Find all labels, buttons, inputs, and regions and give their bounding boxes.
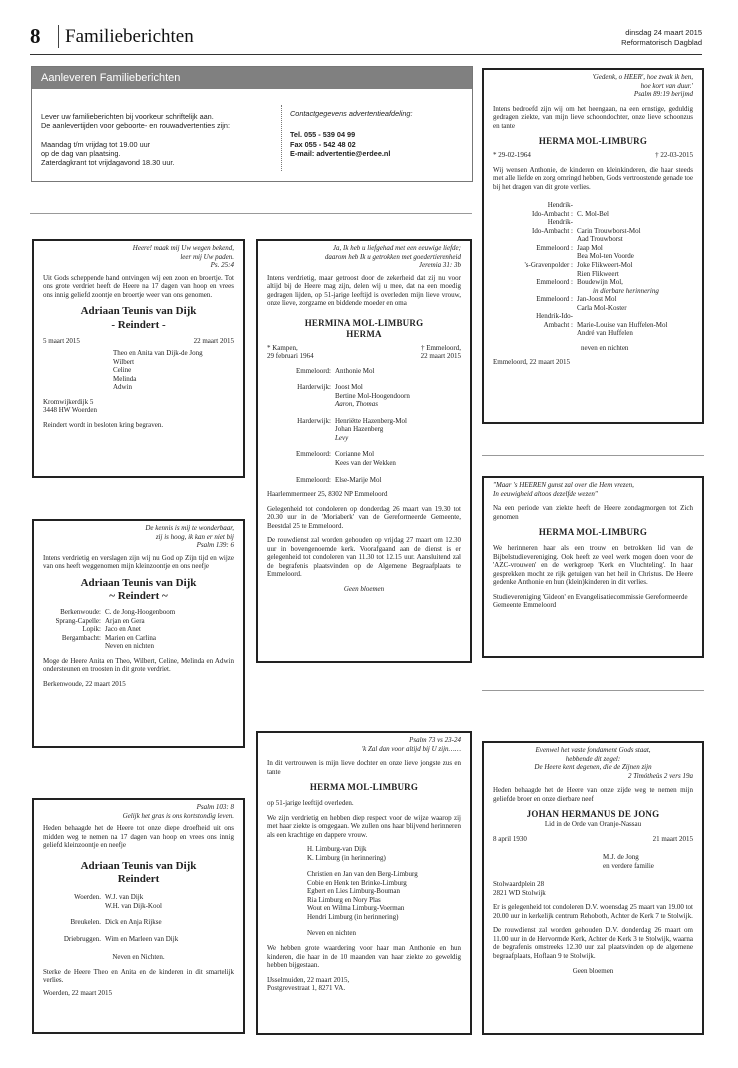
deceased-name: HERMINA MOL-LIMBURG bbox=[304, 317, 424, 328]
notice-body: Na een periode van ziekte heeft de Heere zondagmorgen tot Zich genomen bbox=[493, 504, 693, 521]
death-date: 22 maart 2015 bbox=[193, 336, 234, 345]
family-list: M.J. de Jong en verdere familie bbox=[603, 853, 654, 870]
death-notice-adriaan-1 bbox=[32, 239, 245, 478]
notice-reference: Psalm 103: 8 bbox=[196, 803, 234, 811]
notice-address: Kromwijkerdijk 5 3448 HW Woerden bbox=[43, 397, 98, 415]
death-notice-hermina bbox=[256, 239, 472, 663]
info-line: op de dag van plaatsing. bbox=[41, 148, 121, 158]
notice-address: Haarlemmermeer 25, 8302 NP Emmeloord bbox=[267, 490, 388, 499]
family-list: Theo en Anita van Dijk-de Jong Wilbert Celine Melinda Adwin bbox=[113, 349, 203, 392]
info-instructions bbox=[41, 112, 281, 168]
header-rule bbox=[30, 54, 702, 55]
notice-quote: 'k Zal dan voor altijd bij U zijn…… bbox=[361, 744, 461, 753]
birth-date: * 29-02-1964 bbox=[493, 151, 531, 160]
birth-date: 5 maart 2015 bbox=[43, 336, 80, 345]
notice-reference: Psalm 89:19 berijmd bbox=[633, 90, 693, 99]
flowers-note: Geen bloemen bbox=[572, 966, 614, 975]
family-list: H. Limburg-van Dijk K. Limburg (in herinnering) Christien en Jan van den Berg-Limburg Cobie en Henk ten Brinke-Limburg Egbert en Lies Limburg-Bouman Ria Limburg en Nory Plas Wout en Wilma Limburg-Voerman Hendri Limburg (in herinnering) Neven en nichten bbox=[307, 845, 418, 938]
death-date: 21 maart 2015 bbox=[652, 834, 693, 843]
notice-dates bbox=[493, 151, 693, 160]
notice-quote: Evenwel het vaste fondament Gods staat, hebbende dit zegel: De Heere kent degenen, die de Zijnen zijn bbox=[534, 746, 652, 772]
header-paper: Reformatorisch Dagblad bbox=[621, 38, 702, 48]
notice-thanks: We hebben grote waardering voor haar man Anthonie en hun kinderen, die haar in de 10 maanden van haar ziekte zo geweldig hebben bijgestaan. bbox=[267, 944, 461, 970]
notice-quote: "Maar 's HEEREN gunst zal over die Hem vrezen, In eeuwigheid altoos dezelfde wezen" bbox=[493, 481, 634, 498]
notice-place-date: Woerden, 22 maart 2015 bbox=[43, 988, 113, 997]
notice-footer: Reindert wordt in besloten kring begraven. bbox=[43, 420, 164, 429]
deceased-nickname: Reindert bbox=[117, 873, 160, 886]
deceased-name: HERMA MOL-LIMBURG bbox=[309, 782, 419, 793]
notice-dates bbox=[493, 835, 693, 844]
birth-info: * Kampen, 29 februari 1964 bbox=[267, 343, 314, 361]
deceased-name: HERMA MOL-LIMBURG bbox=[538, 527, 648, 538]
family-table: Woerden. W.J. van Dijk W.H. van Dijk-Kool Breukelen. Dick en Anja Rijkse Driebruggen. Wim en Marleen van Dijk bbox=[63, 893, 179, 943]
deceased-nickname: HERMA bbox=[346, 328, 382, 339]
page-number: 8 bbox=[30, 24, 41, 48]
flowers-note: Geen bloemen bbox=[343, 584, 385, 593]
notice-reference: Psalm 139: 6 bbox=[196, 541, 234, 550]
notice-place: IJsselmuiden, 22 maart 2015, Postgrevestraat 1, 8271 VA. bbox=[267, 975, 350, 993]
notice-quote: Ja, Ik heb u liefgehad met een eeuwige liefde; daarom heb Ik u getrokken met goedertierenheid bbox=[324, 244, 461, 261]
deceased-name: Adriaan Teunis van Dijk bbox=[80, 576, 197, 589]
column-divider bbox=[482, 455, 704, 456]
notice-body-2: We zijn verdrietig en hebben diep respect voor de wijze waarop zij met haar ziekte is omgegaan. We zullen ons haar blijvend herinneren als een krachtige en dappere vrouw. bbox=[267, 813, 461, 839]
notice-address: Stolwaardplein 28 2821 WD Stolwijk bbox=[493, 880, 546, 897]
deceased-name: Adriaan Teunis van Dijk bbox=[80, 859, 197, 872]
notice-reference: Ps. 25:4 bbox=[210, 261, 234, 270]
deceased-name: Adriaan Teunis van Dijk bbox=[80, 305, 197, 318]
info-heading: Aanleveren Familieberichten bbox=[32, 67, 472, 89]
deceased-name: JOHAN HERMANUS DE JONG bbox=[526, 809, 660, 820]
service-info: De rouwdienst zal worden gehouden D.V. donderdag 26 maart om 11.00 uur in de Hervormde Kerk, Achter de Kerk 3 te Stolwijk, waarna de begrafenis omstreeks 12.30 uur zal plaatsvinden op de algemene begraafplaats, Hoflaan 9 te Stolwijk. bbox=[493, 926, 693, 960]
info-line: Lever uw familieberichten bij voorkeur schriftelijk aan. bbox=[41, 112, 214, 121]
death-notice-herma-family bbox=[256, 731, 472, 1035]
notice-place-date: Emmeloord, 22 maart 2015 bbox=[493, 358, 570, 367]
contact-tel: Tel. 055 - 539 04 99 bbox=[290, 130, 356, 140]
death-notice-johan bbox=[482, 741, 704, 1035]
family-table: Emmeloord: Anthonie Mol Harderwijk: Joost Mol Bertine Mol-Hoogendoorn Aaron, Thomas Harderwijk: Henriëtte Hazenberg-Mol Johan Hazenberg Levy Emmeloord: Corianne Mol Kees van der Wekken Emmeloord: Else-Marije Mol bbox=[296, 366, 410, 484]
info-line: Zaterdagkrant tot vrijdagavond 18.30 uur. bbox=[41, 158, 175, 168]
notice-body: Uit Gods scheppende hand ontvingen wij een zoon en broertje. Tot ons grote verdriet heeft de Heere na 17 dagen van hoop en vrees ons innig geliefd zoontje en broertje weer van ons genomen. bbox=[43, 273, 234, 299]
notice-quote: Heere! maak mij Uw wegen bekend, leer mij Uw paden. bbox=[132, 244, 234, 261]
notice-body: Intens bedroefd zijn wij om het heengaan, na een ernstige, geduldig gedragen ziekte, van mijn lieve schoondochter, onze lieve schoonzus en tante bbox=[493, 104, 693, 130]
condolence-info: Er is gelegenheid tot condoleren D.V. woensdag 25 maart van 19.00 tot 20.00 uur in kerkelijk centrum Rehoboth, Achter de Kerk 7 te Stolwijk. bbox=[493, 903, 693, 920]
deceased-nickname: - Reindert - bbox=[111, 318, 166, 331]
notice-quote: 'Gedenk, o HEER', hoe zwak ik ben, hoe kort van duur.' bbox=[592, 73, 693, 90]
notice-body: Intens verdrietig, maar getroost door de zekerheid dat zij nu voor altijd bij de Heere mag zijn, delen wij u mee, dat na een moedig gedragen lijden, op 51-jarige leeftijd is overleden mijn lieve vrouw, onze lieve, zorgzame en biddende moeder en oma bbox=[267, 273, 461, 308]
death-info: † Emmeloord, 22 maart 2015 bbox=[420, 343, 461, 361]
deceased-honor: Lid in de Orde van Oranje-Nassau bbox=[544, 820, 642, 829]
column-divider bbox=[30, 213, 472, 214]
notice-signature: Studievereniging 'Gideon' en Evangelisatiecommissie Gereformeerde Gemeente Emmeloord bbox=[493, 592, 688, 610]
notice-body: Heden behaagde het de Heere tot onze diepe droefheid uit ons midden weg te nemen na 17 dagen van hoop en vrees ons innig geliefd kleinzoontje en neefje bbox=[43, 824, 234, 850]
notice-quote: De kennis is mij te wonderbaar, zij is hoog, ik kan er niet bij bbox=[145, 524, 234, 541]
notice-body: In dit vertrouwen is mijn lieve dochter en onze lieve jongste zus en tante bbox=[267, 759, 461, 776]
notice-body: Intens verdrietig en verslagen zijn wij nu God op Zijn tijd en wijze van ons heeft weggenomen mijn kleinzoontje en ons neefje bbox=[43, 553, 234, 571]
submission-info-box bbox=[31, 66, 473, 182]
family-note: neven en nichten bbox=[581, 343, 629, 352]
notice-body: Heden behaagde het de Heere van onze zijde weg te nemen mijn geliefde broer en onze dierbare neef bbox=[493, 786, 693, 803]
family-table: Hendrik- Ido-Ambacht : C. Mol-Bel Hendrik- Ido-Ambacht : Carin Trouwborst-Mol Aad Trouwborst Emmeloord : Jaap Mol Bea Mol-ten Voorde 's-Gravenpolder : Joke Flikweert-Mol Rien Flikweert Emmeloord : Boudewijn Mol, in dierbare herinnering Emmeloord : Jan-Joost Mol Carla Mol-Koster Hendrik-Ido- Ambacht : Marie-Louise van Huffelen-Mol André van Huffelen bbox=[524, 201, 668, 338]
info-line: Maandag t/m vrijdag tot 19.00 uur bbox=[41, 139, 151, 149]
death-notice-herma-in-laws bbox=[482, 68, 704, 424]
notice-age: op 51-jarige leeftijd overleden. bbox=[267, 799, 354, 808]
memorial-notice-study-society bbox=[482, 476, 704, 658]
family-note: Neven en Nichten. bbox=[112, 953, 165, 962]
notice-body-2: Wij wensen Anthonie, de kinderen en kleinkinderen, die haar steeds met alle liefde en zorg omringd hebben, Gods vertroostende genade toe bij het dragen van dit grote verlies. bbox=[493, 165, 693, 191]
notice-closing: Moge de Heere Anita en Theo, Wilbert, Celine, Melinda en Adwin ondersteunen en troosten in dit grote verdriet. bbox=[43, 656, 234, 674]
deceased-nickname: ~ Reindert ~ bbox=[109, 590, 168, 603]
notice-place-date: Berkenwoude, 22 maart 2015 bbox=[43, 679, 126, 688]
info-line: De aanlevertijden voor geboorte- en rouwadvertenties zijn: bbox=[41, 121, 231, 131]
header-meta bbox=[621, 28, 702, 48]
birth-date: 8 april 1930 bbox=[493, 834, 527, 843]
notice-quote: Gelijk het gras is ons kortstondig leven. bbox=[122, 811, 234, 820]
notice-dates bbox=[43, 337, 234, 346]
service-info: De rouwdienst zal worden gehouden op vrijdag 27 maart om 12.30 uur in bovengenoemde kerk. Voorafgaand aan de dienst is er gelegenheid tot condoleren van 11.30 tot 12.15 uur. Aansluitend zal de begrafenis plaatsvinden op de Algemene Begraafplaats te Emmeloord. bbox=[267, 536, 461, 579]
death-date: † 22-03-2015 bbox=[655, 151, 693, 160]
notice-reference: 2 Timótheüs 2 vers 19a bbox=[628, 771, 693, 780]
header-date: dinsdag 24 maart 2015 bbox=[625, 28, 702, 37]
condolence-info: Gelegenheid tot condoleren op donderdag 26 maart van 19.30 tot 20.30 uur in de 'Moriaberk' van de Gereformeerde Gemeente, Beestdal 25 te Emmeloord. bbox=[267, 504, 461, 530]
notice-dates bbox=[267, 344, 461, 361]
death-notice-adriaan-3 bbox=[32, 798, 245, 1034]
contact-heading: Contactgegevens advertentieafdeling: bbox=[290, 109, 413, 118]
section-title: Familieberichten bbox=[58, 25, 194, 48]
death-notice-adriaan-2 bbox=[32, 519, 245, 748]
notice-reference: Jeremia 31: 3b bbox=[418, 261, 461, 270]
contact-fax: Fax 055 - 542 48 02 bbox=[290, 139, 356, 149]
notice-reference: Psalm 73 vs 23-24 bbox=[409, 736, 461, 744]
column-divider bbox=[482, 690, 704, 691]
deceased-name: HERMA MOL-LIMBURG bbox=[538, 136, 648, 147]
notice-body-2: We herinneren haar als een trouw en betrokken lid van de Bijbelstudievereniging. Ook heeft ze veel werk mogen doen voor de 'AZC-vrouwen' en de werkgroep 'Kerk en Vluchteling'. In haar gesprekken mocht ze rijk getuigen van het heil in Christus. De Heere gedenke Anthonie en hun (klein)kinderen in dit verlies. bbox=[493, 544, 693, 587]
info-contact bbox=[290, 109, 470, 158]
info-divider bbox=[281, 105, 282, 171]
contact-email: E-mail: advertentie@erdee.nl bbox=[290, 148, 391, 158]
family-table: Berkenwoude: C. de Jong-Hoogenboom Sprang-Capelle: Arjan en Gera Lopik: Jaco en Anet Bergambacht: Marien en Carlina Neven en nichten bbox=[55, 608, 176, 651]
notice-closing: Sterke de Heere Theo en Anita en de kinderen in dit smartelijk verlies. bbox=[43, 967, 234, 985]
